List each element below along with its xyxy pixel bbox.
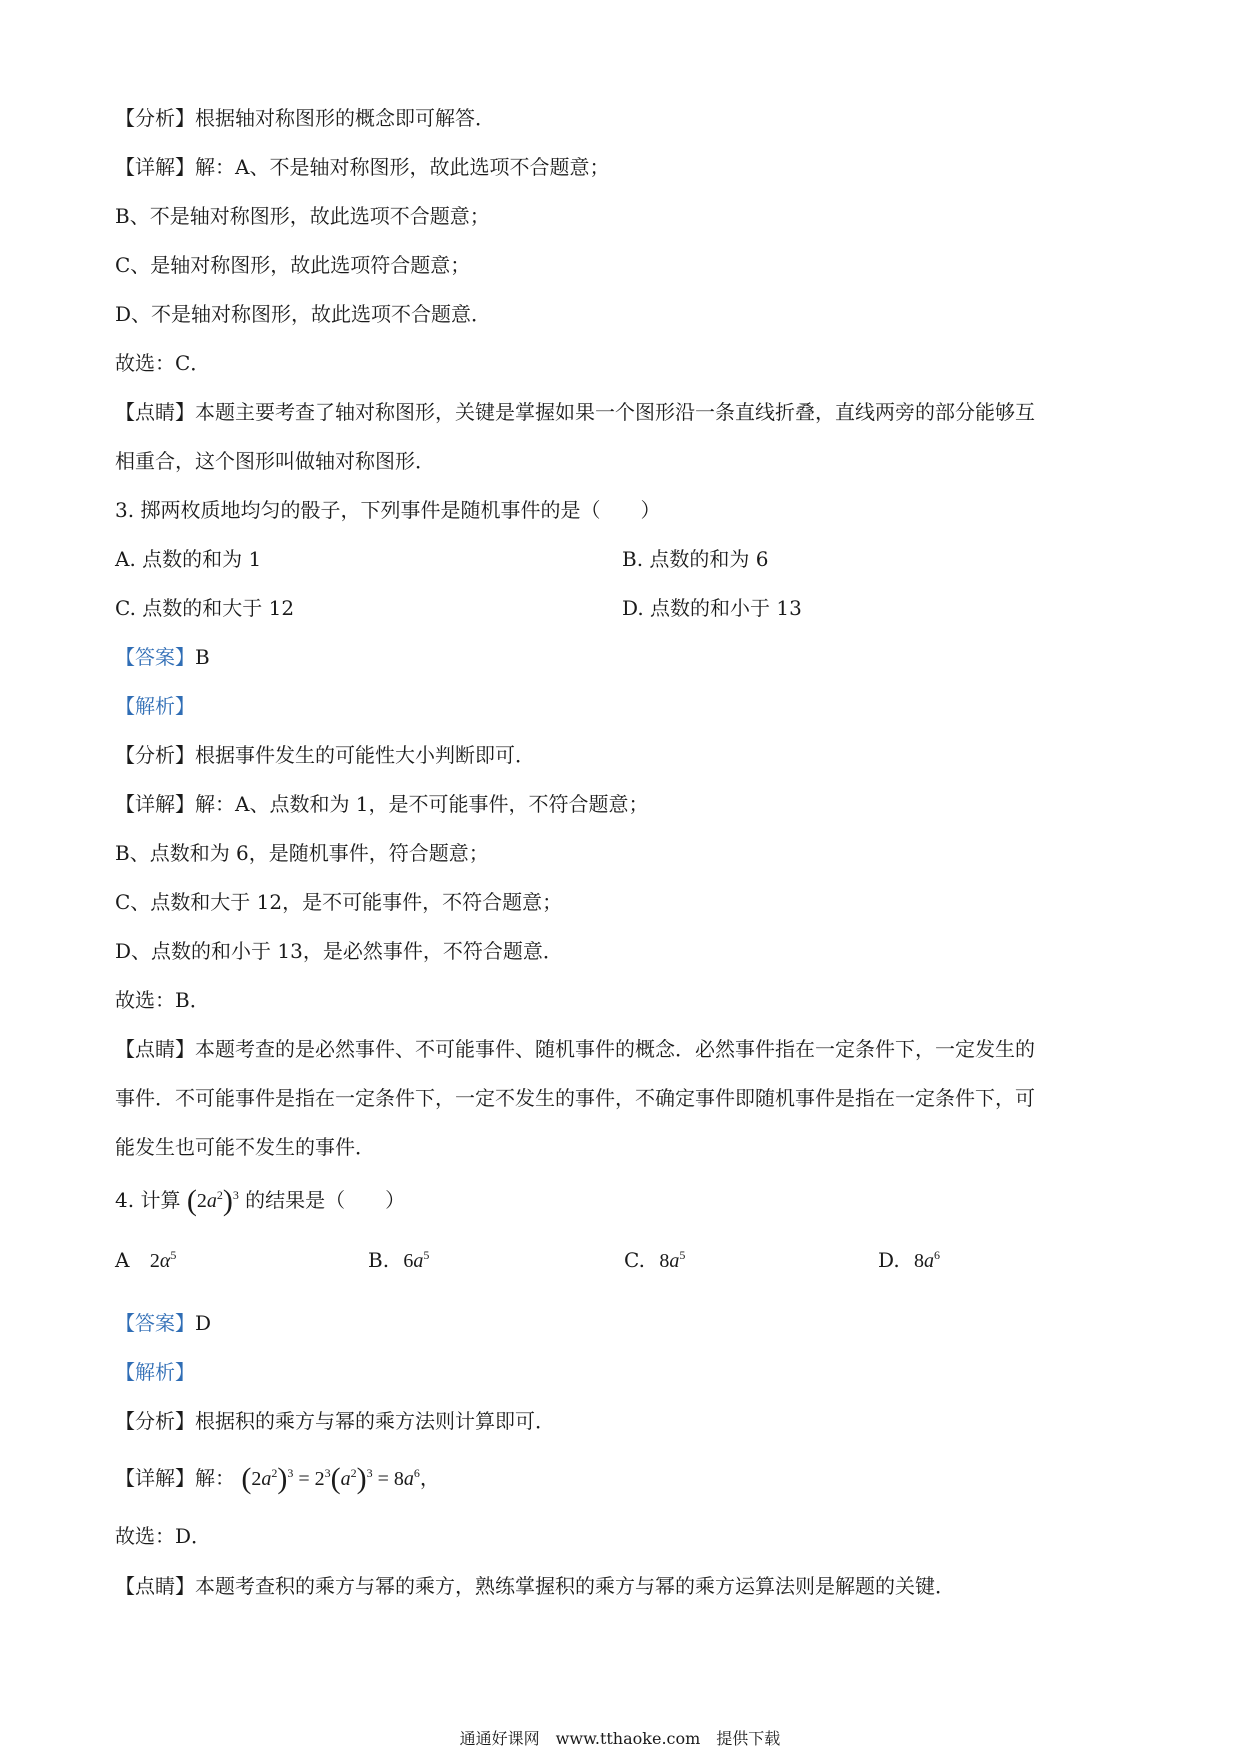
q3-option-b: B. 点数的和为 6	[622, 547, 769, 571]
q2-detail-a: 【详解】解：A、不是轴对称图形，故此选项不合题意；	[115, 155, 610, 179]
q4-option-b-label: B.	[368, 1248, 390, 1272]
q4-option-d-expr: $8a^6$	[914, 1248, 941, 1272]
page-footer: 通通好课网 www.tthaoke.com 提供下载	[459, 1729, 781, 1748]
q3-analysis: 【分析】根据事件发生的可能性大小判断即可．	[115, 743, 535, 767]
q3-comment-line-2: 事件．不可能事件是指在一定条件下，一定不发生的事件，不确定事件即随机事件是指在一定条件下，可	[115, 1086, 1035, 1110]
q4-stem-suffix: 的结果是（ ）	[245, 1188, 406, 1212]
q3-comment-line-1: 【点睛】本题考查的是必然事件、不可能事件、随机事件的概念．必然事件指在一定条件下，一定发生的	[115, 1037, 1035, 1061]
q4-choice: 故选：D．	[115, 1524, 212, 1548]
q3-stem: 3. 掷两枚质地均匀的骰子，下列事件是随机事件的是（ ）	[115, 498, 661, 522]
q3-choice: 故选：B．	[115, 988, 210, 1012]
q2-comment-line-1: 【点睛】本题主要考查了轴对称图形，关键是掌握如果一个图形沿一条直线折叠，直线两旁的部分能够互	[115, 400, 1035, 424]
q4-option-a-label: A	[115, 1248, 130, 1272]
q4-answer-value: D	[195, 1311, 212, 1335]
q4-expression: $(2a^2)^3$	[186, 1184, 239, 1217]
q2-choice: 故选：C．	[115, 351, 211, 375]
q2-detail-c: C、是轴对称图形，故此选项符合题意；	[115, 253, 471, 277]
q3-comment-line-3: 能发生也可能不发生的事件．	[115, 1135, 375, 1159]
q4-option-d-label: D.	[878, 1248, 900, 1272]
q4-detail-prefix: 【详解】解：	[115, 1466, 235, 1490]
q3-answer-tag: 【答案】	[115, 645, 195, 669]
q4-option-d	[878, 1246, 940, 1275]
q4-option-a-expr: $2\alpha^5$	[149, 1248, 177, 1272]
q4-answer	[115, 1309, 211, 1337]
q2-detail-d: D、不是轴对称图形，故此选项不合题意．	[115, 302, 492, 326]
q3-option-c: C. 点数的和大于 12	[115, 596, 295, 620]
q4-option-a	[115, 1246, 176, 1275]
q3-detail-d: D、点数的和小于 13，是必然事件，不符合题意．	[115, 939, 563, 963]
q3-detail-b: B、点数和为 6，是随机事件，符合题意；	[115, 841, 489, 865]
q2-detail-b: B、不是轴对称图形，故此选项不合题意；	[115, 204, 490, 228]
q3-detail-c: C、点数和大于 12，是不可能事件，不符合题意；	[115, 890, 563, 914]
q4-stem	[115, 1186, 405, 1215]
q2-analysis: 【分析】根据轴对称图形的概念即可解答．	[115, 106, 495, 130]
q3-answer-value: B	[195, 645, 210, 669]
q4-analysis: 【分析】根据积的乘方与幂的乘方法则计算即可．	[115, 1409, 555, 1433]
q3-detail-a: 【详解】解：A、点数和为 1，是不可能事件，不符合题意；	[115, 792, 649, 816]
q4-option-c-label: C.	[624, 1248, 645, 1272]
q4-option-b-expr: $6a^5$	[403, 1248, 430, 1272]
q4-option-c	[624, 1246, 685, 1275]
q2-comment-line-2: 相重合，这个图形叫做轴对称图形．	[115, 449, 435, 473]
q4-answer-tag: 【答案】	[115, 1311, 195, 1335]
q4-detail-formula: $(2a^2)^3 = 2^3(a^2)^3 = 8a^6$，	[241, 1462, 440, 1495]
q3-option-a: A. 点数的和为 1	[115, 547, 262, 571]
q3-answer	[115, 643, 210, 671]
q4-comment: 【点睛】本题考查积的乘方与幂的乘方，熟练掌握积的乘方与幂的乘方运算法则是解题的关键．	[115, 1574, 955, 1598]
q4-detail	[115, 1464, 440, 1493]
q3-option-d: D. 点数的和小于 13	[622, 596, 802, 620]
q4-explain-tag: 【解析】	[115, 1360, 195, 1384]
q4-stem-prefix: 4. 计算	[115, 1188, 181, 1212]
q4-option-c-expr: $8a^5$	[659, 1248, 686, 1272]
q3-explain-tag: 【解析】	[115, 694, 195, 718]
q4-option-b	[368, 1246, 429, 1275]
